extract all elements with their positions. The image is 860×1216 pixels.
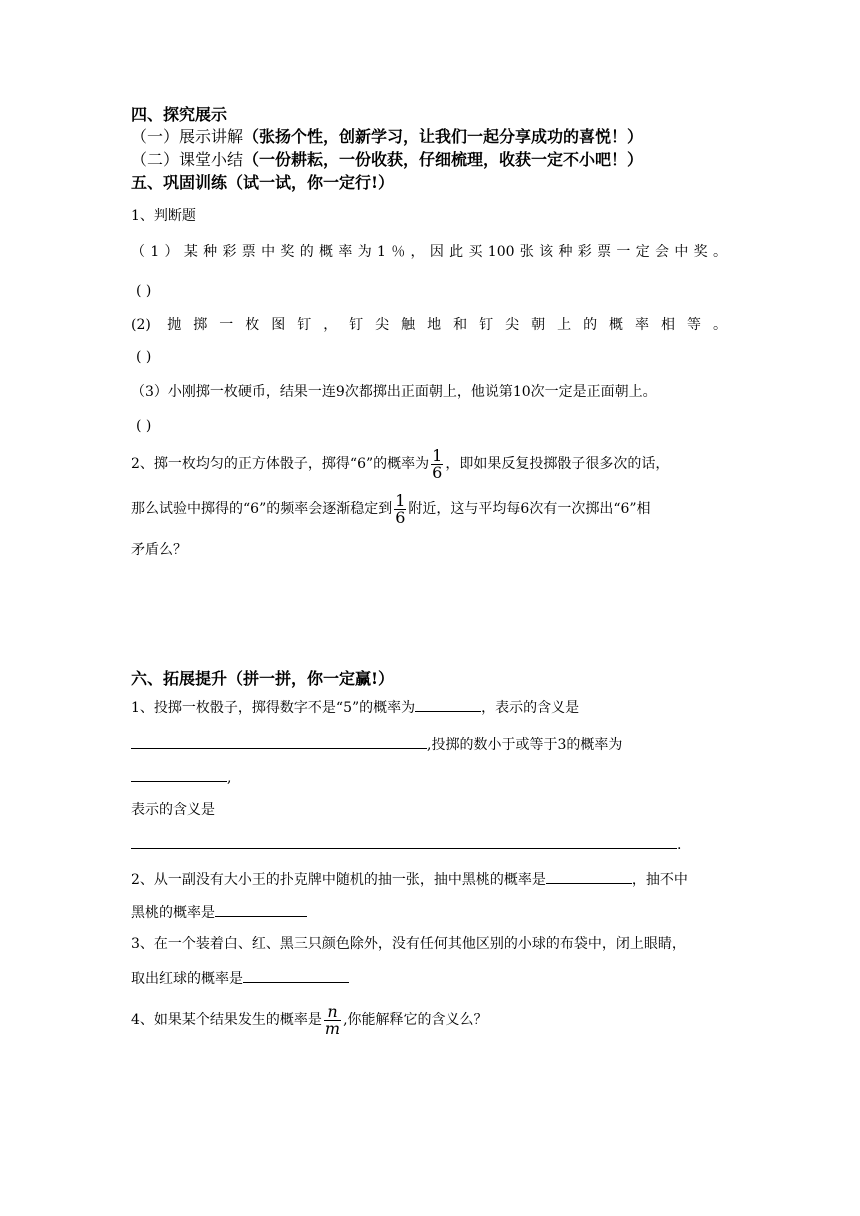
section6-q1-line5 (131, 834, 681, 854)
section6-q3-line2 (131, 968, 349, 988)
section5-q1-1: （1）某种彩票中奖的概率为1％，因此买100张该种彩票一定会中奖。 (131, 244, 727, 260)
section5-q2-line3: 矛盾么？ (131, 542, 187, 558)
section6-q1-line1 (131, 697, 579, 717)
section6-q1-text-d: , (227, 770, 232, 786)
section4-item1 (131, 127, 643, 147)
answer-blank[interactable] (131, 834, 677, 849)
section6-q3-line1: 3、在一个装着白、红、黑三只颜色除外，没有任何其他区别的小球的布袋中，闭上眼睛， (131, 936, 686, 952)
section6-q2-line2 (131, 902, 307, 922)
fraction-numerator: 1 (395, 490, 406, 510)
section6-q1-text-b: ，表示的含义是 (481, 700, 580, 716)
answer-paren-2: ( ) (136, 349, 152, 365)
section6-q1-line3 (131, 767, 231, 787)
section6-q1-line4: 表示的含义是 (131, 802, 215, 818)
section4-item2-prefix: （二）课堂小结 (131, 150, 244, 169)
answer-blank[interactable] (243, 968, 349, 983)
answer-blank[interactable] (546, 869, 632, 884)
section6-q2-text-a: 2、从一副没有大小王的扑克牌中随机的抽一张，抽中黑桃的概率是 (131, 872, 546, 888)
section4-item2 (131, 150, 643, 170)
fraction-denominator: m (324, 1018, 341, 1038)
section6-q4-text-b: ,你能解释它的含义么？ (343, 1012, 488, 1028)
section6-q2-line1 (131, 869, 688, 889)
section6-q3-text-b: 取出红球的概率是 (131, 971, 243, 987)
answer-blank[interactable] (415, 697, 481, 712)
section6-q1-text-a: 1、投掷一枚骰子，掷得数字不是“5”的概率为 (131, 700, 416, 716)
section5-title: 五、巩固训练（试一试，你一定行!） (131, 173, 395, 192)
fraction-numerator: 1 (432, 445, 443, 465)
section4-title: 四、探究展示 (131, 105, 228, 124)
fraction-denominator: 6 (432, 462, 443, 482)
answer-blank[interactable] (215, 902, 307, 917)
section5-q2-text-c: 那么试验中掷得的“6”的频率会逐渐稳定到 (131, 501, 393, 517)
section6-q1-line2 (131, 734, 622, 754)
fraction-n-over-m (324, 1001, 341, 1038)
answer-paren-1: ( ) (136, 283, 152, 299)
fraction-denominator: 6 (395, 507, 406, 527)
section6-q1-text-f: . (677, 837, 682, 853)
section6-q2-text-b: ，抽不中 (631, 872, 688, 888)
section5-q1-3: （3）小刚掷一枚硬币，结果一连9次都掷出正面朝上，他说第10次一定是正面朝上。 (131, 384, 657, 400)
section6-q4-text-a: 4、如果某个结果发生的概率是 (131, 1012, 322, 1028)
answer-blank[interactable] (131, 767, 227, 782)
section4-item2-bold: （一份耕耘，一份收获，仔细梳理，收获一定不小吧！） (243, 150, 644, 169)
section5-q2-text-b: ，即如果反复投掷骰子很多次的话， (445, 456, 670, 472)
fraction-one-sixth-2 (394, 490, 406, 527)
section5-q2-text-a: 2、掷一枚均匀的正方体骰子，掷得“6”的概率为 (131, 456, 430, 472)
fraction-numerator: n (327, 1001, 338, 1021)
section6-q2-text-c: 黑桃的概率是 (131, 905, 215, 921)
section6-q1-text-c: ,投掷的数小于或等于3的概率为 (427, 737, 623, 753)
section5-q2-line1 (131, 446, 669, 482)
section4-item1-prefix: （一）展示讲解 (131, 127, 244, 146)
section4-item1-bold: （张扬个性，创新学习，让我们一起分享成功的喜悦！） (243, 127, 644, 146)
section5-q2-text-d: 附近，这与平均每6次有一次掷出“6”相 (408, 501, 651, 517)
section5-q2-line2 (131, 491, 651, 527)
section6-q4 (131, 1000, 488, 1040)
section6-title: 六、拓展提升（拼一拼，你一定赢!） (131, 669, 395, 688)
section5-q1-2: (2) 抛掷一枚图钉，钉尖触地和钉尖朝上的概率相等。 (131, 317, 727, 333)
section5-q1-title: 1、判断题 (131, 208, 196, 224)
fraction-one-sixth (431, 445, 443, 482)
answer-blank[interactable] (131, 734, 427, 749)
answer-paren-3: ( ) (136, 418, 152, 434)
